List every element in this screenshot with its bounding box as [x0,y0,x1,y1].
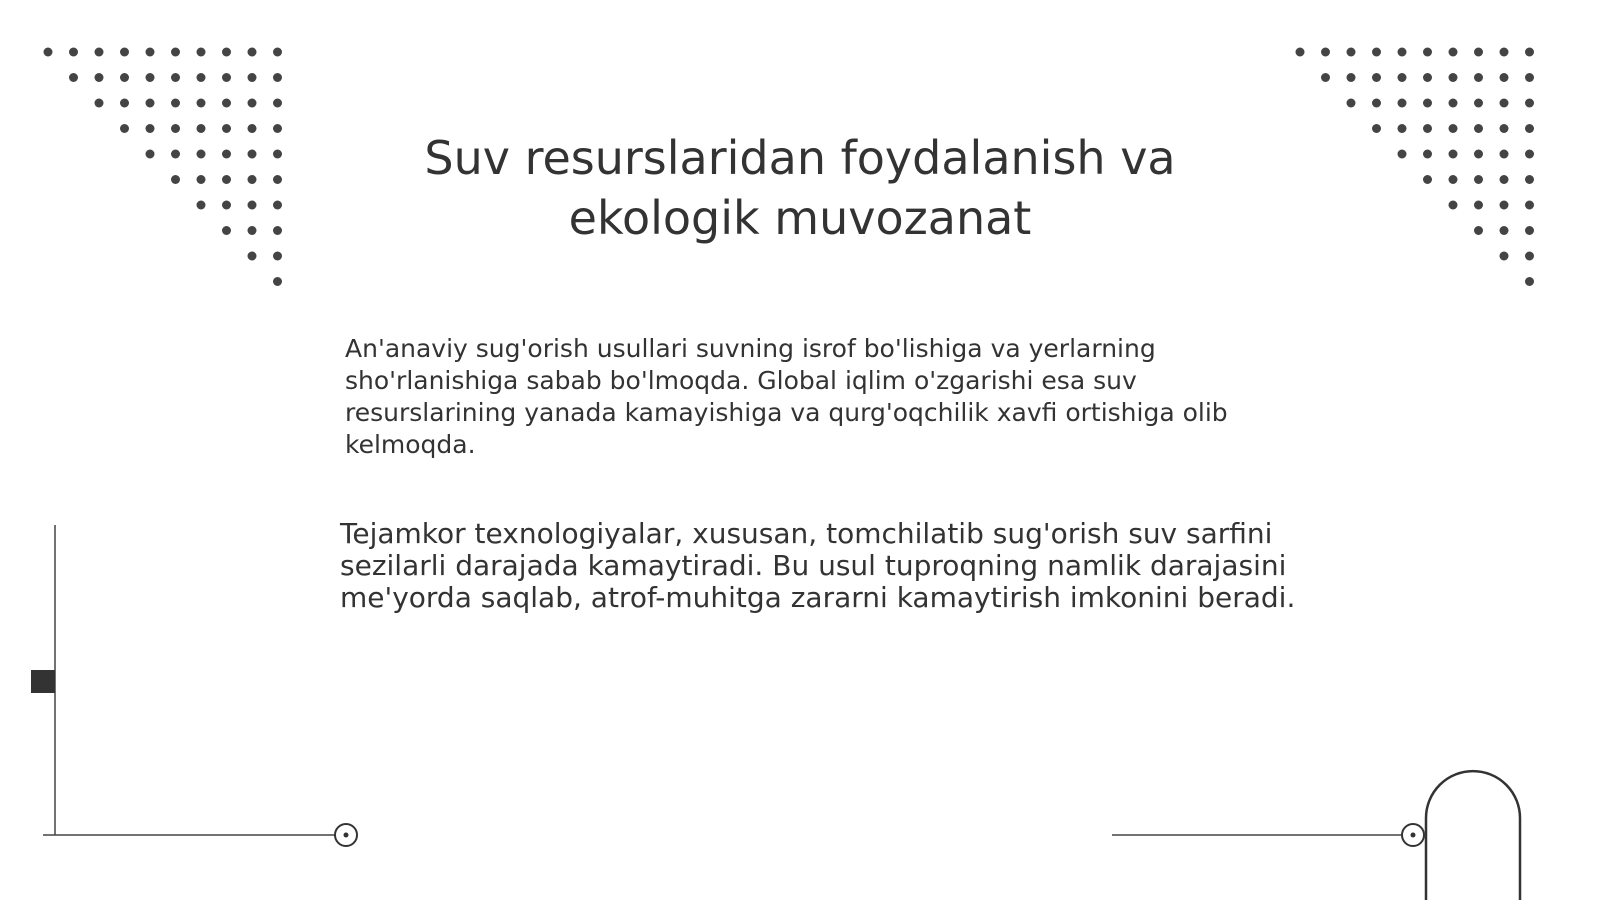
corner-line-bottom-left [43,525,336,835]
paragraph-solution: Tejamkor texnologiyalar, xususan, tomchilatib sug'orish suv sarfini sezilarli darajada kamaytiradi. Bu usul tuproqning namlik darajasini me'yorda saqlab, atrof-muhitga zararni kamaytirish imkonini beradi. [340,517,1296,614]
decor-dot [248,48,257,57]
decor-dot [1449,99,1458,108]
decor-dot [146,48,155,57]
decor-dot [95,73,104,82]
decor-dot [1474,150,1483,159]
decor-dot [1347,48,1356,57]
decor-dot [120,48,129,57]
decor-dot [1398,150,1407,159]
decor-dot [95,99,104,108]
arch-shape-bottom-right [1426,771,1520,900]
decor-dot [273,201,282,210]
decor-dot [146,150,155,159]
decor-dot [222,175,231,184]
slide-title: Suv resurslaridan foydalanish va ekologik muvozanat [424,131,1176,245]
decor-dot [171,175,180,184]
decor-dot [44,48,53,57]
decor-dot [1321,73,1330,82]
decor-dot [1525,73,1534,82]
decor-dot [273,150,282,159]
decor-dot [1500,73,1509,82]
decor-dot [69,48,78,57]
decor-dot [1500,226,1509,235]
decor-dot [1372,99,1381,108]
decor-dot [171,150,180,159]
decor-dot [1500,48,1509,57]
decor-dot [1449,48,1458,57]
decor-dot [1398,48,1407,57]
decor-dot [273,277,282,286]
decor-dot [248,226,257,235]
decor-dot [248,150,257,159]
decor-dot [1423,73,1432,82]
decor-dot [1525,226,1534,235]
decor-dot [1423,150,1432,159]
decor-dot [1500,175,1509,184]
decor-dot [1525,252,1534,261]
decor-dot [248,252,257,261]
decor-dot [273,226,282,235]
decor-dot [222,73,231,82]
decor-dot [1449,124,1458,133]
dot-grid-top-right [1296,48,1535,287]
decor-dot [1500,124,1509,133]
decor-dot [171,73,180,82]
decor-dot [273,252,282,261]
decor-dot [120,99,129,108]
decor-dot [1474,124,1483,133]
decor-dot [248,73,257,82]
decor-dot [1500,252,1509,261]
decor-dot [1474,99,1483,108]
decor-dot [1500,150,1509,159]
decor-dot [171,99,180,108]
decor-dot [1474,73,1483,82]
decor-dot [273,99,282,108]
decor-dot [197,175,206,184]
decor-dot [1474,48,1483,57]
decor-dot [1525,124,1534,133]
decor-dot [1525,201,1534,210]
decor-dot [1347,99,1356,108]
decor-dot [1321,48,1330,57]
circle-node-bottom-left [335,824,357,846]
decor-dot [1449,150,1458,159]
decor-dot [120,124,129,133]
decor-dot [1474,201,1483,210]
decor-dot [248,175,257,184]
decor-dot [1525,48,1534,57]
decor-dot [197,48,206,57]
decor-dot [1398,73,1407,82]
decor-dot [146,99,155,108]
decor-dot [273,48,282,57]
decor-dot [1423,175,1432,184]
decor-dot [273,175,282,184]
decor-dot [222,201,231,210]
decor-dot [222,48,231,57]
decor-dot [1500,99,1509,108]
decor-dot [1398,99,1407,108]
decor-dot [1525,175,1534,184]
decor-dot [248,124,257,133]
decor-dot [273,73,282,82]
decor-dot [1372,73,1381,82]
decor-dot [1525,150,1534,159]
decor-dot [1449,175,1458,184]
decor-dot [197,99,206,108]
decor-dot [1449,201,1458,210]
decor-dot [1372,124,1381,133]
decor-dot [197,73,206,82]
decor-dot [1449,73,1458,82]
decor-dot [1423,48,1432,57]
decor-dot [248,99,257,108]
decor-dot [222,124,231,133]
decor-dot [1525,99,1534,108]
decor-dot [197,124,206,133]
decor-dot [1525,277,1534,286]
decor-dot [1296,48,1305,57]
decor-dot [197,201,206,210]
decor-dot [1474,175,1483,184]
decor-dot [1398,124,1407,133]
decor-dot [197,150,206,159]
decor-dot [171,124,180,133]
decor-dot [146,124,155,133]
decor-dot [95,48,104,57]
decor-dot [1372,48,1381,57]
decor-dot [69,73,78,82]
decor-dot [171,48,180,57]
decor-dot [1347,73,1356,82]
dot-grid-top-left [44,48,283,287]
square-marker [31,670,55,693]
decor-dot [1423,124,1432,133]
decor-dot [222,99,231,108]
decor-dot [222,226,231,235]
decor-dot [248,201,257,210]
decor-dot [1500,201,1509,210]
decor-dot [273,124,282,133]
decor-dot [146,73,155,82]
decor-dot [222,150,231,159]
paragraph-problem: An'anaviy sug'orish usullari suvning isrof bo'lishiga va yerlarning sho'rlanishiga sabab bo'lmoqda. Global iqlim o'zgarishi esa suv resurslarining yanada kamayishiga va qurg'oqchilik xavfi ortishiga olib kelmoqda. [345,334,1228,459]
decor-dot [1423,99,1432,108]
circle-node-bottom-right [1402,824,1424,846]
decor-dot [1474,226,1483,235]
decor-dot [120,73,129,82]
